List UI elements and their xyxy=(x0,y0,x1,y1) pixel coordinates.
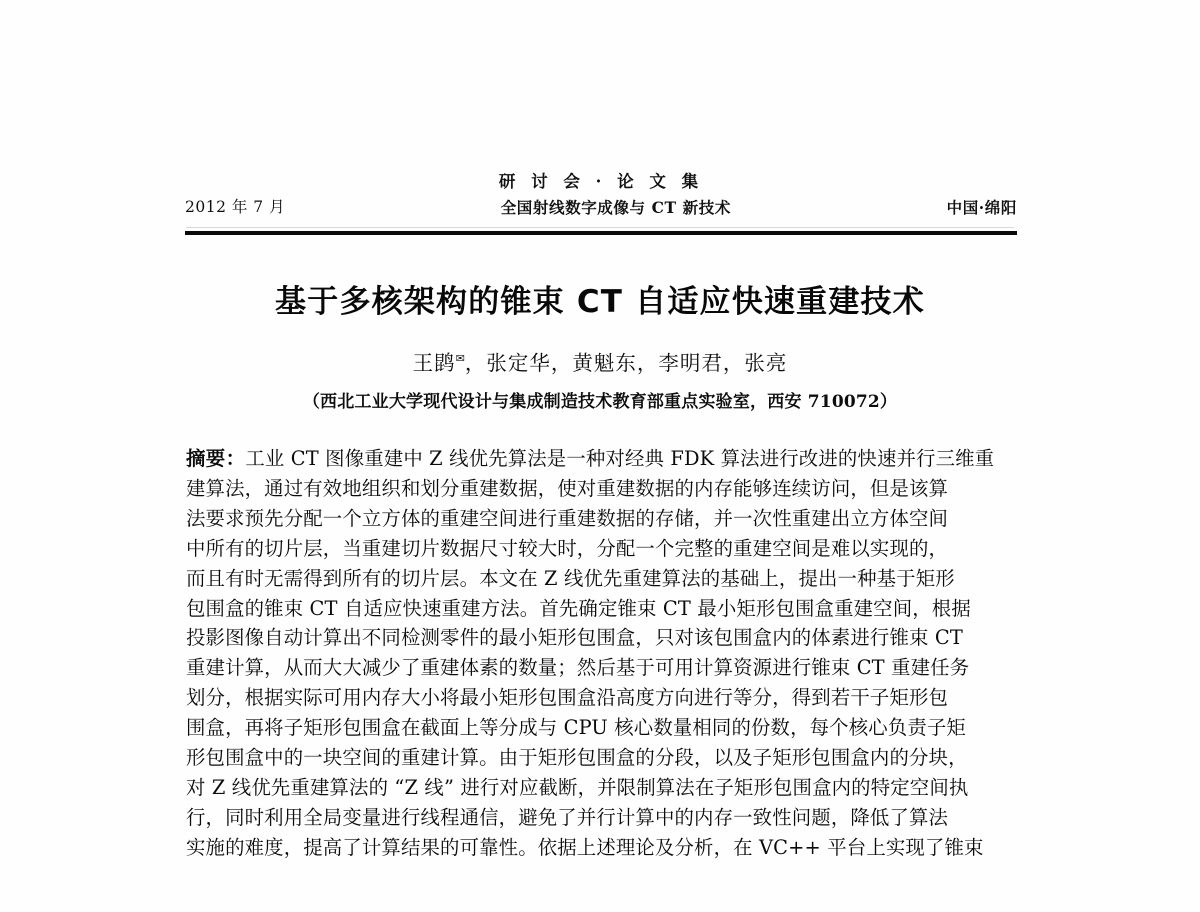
conference-series-line: 研 讨 会 · 论 文 集 xyxy=(498,172,704,191)
author-first: 王鹍 xyxy=(412,351,456,375)
abstract-line: 实施的难度，提高了计算结果的可靠性。依据上述理论及分析，在 VC++ 平台上实现了锥束 xyxy=(186,835,984,859)
header-divider-rule xyxy=(185,231,1017,235)
running-header xyxy=(185,172,1017,217)
abstract-line: 划分，根据实际可用内存大小将最小矩形包围盒沿高度方向进行等分，得到若干子矩形包 xyxy=(186,686,949,710)
abstract-line: 行，同时利用全局变量进行线程通信，避免了并行计算中的内存一致性问题，降低了算法 xyxy=(186,805,949,829)
header-date: 2012 年 7 月 xyxy=(185,197,286,216)
abstract-line: 包围盒的锥束 CT 自适应快速重建方法。首先确定锥束 CT 最小矩形包围盒重建空间，根据 xyxy=(186,596,971,620)
abstract-line: 对 Z 线优先重建算法的 “Z 线” 进行对应截断，并限制算法在子矩形包围盒内的特定空间执 xyxy=(186,775,969,799)
author-list xyxy=(100,350,1100,378)
affiliation: （西北工业大学现代设计与集成制造技术教育部重点实验室，西安 710072） xyxy=(302,392,898,412)
abstract-line xyxy=(186,444,1018,474)
abstract-line: 重建计算，从而大大减少了重建体素的数量；然后基于可用计算资源进行锥束 CT 重建任务 xyxy=(186,656,970,680)
envelope-icon: ✉ xyxy=(455,352,465,366)
abstract-line-text: 工业 CT 图像重建中 Z 线优先算法是一种对经典 FDK 算法进行改进的快速并行三维重 xyxy=(245,447,995,470)
abstract-line: 建算法，通过有效地组织和划分重建数据，使对重建数据的内存能够连续访问，但是该算 xyxy=(186,476,949,500)
page-title: 基于多核架构的锥束 CT 自适应快速重建技术 xyxy=(275,284,925,320)
abstract-line: 形包围盒中的一块空间的重建计算。由于矩形包围盒的分段，以及子矩形包围盒内的分块， xyxy=(186,746,968,770)
header-topic: 全国射线数字成像与 CT 新技术 xyxy=(500,197,731,217)
header-rule-shadow xyxy=(186,227,1014,228)
abstract-line: 中所有的切片层，当重建切片数据尺寸较大时，分配一个完整的重建空间是难以实现的， xyxy=(186,536,949,560)
abstract-line: 而且有时无需得到所有的切片层。本文在 Z 线优先重建算法的基础上，提出一种基于矩形 xyxy=(186,566,955,590)
abstract-label: 摘要： xyxy=(186,447,246,470)
abstract-line: 投影图像自动计算出不同检测零件的最小矩形包围盒，只对该包围盒内的体素进行锥束 CT xyxy=(186,626,963,650)
abstract-body xyxy=(186,474,1018,863)
header-place: 中国·绵阳 xyxy=(946,197,1017,217)
abstract-block xyxy=(186,444,1018,863)
abstract-line: 法要求预先分配一个立方体的重建空间进行重建数据的存储，并一次性重建出立方体空间 xyxy=(186,506,949,530)
abstract-line: 围盒，再将子矩形包围盒在截面上等分成与 CPU 核心数量相同的份数，每个核心负责子矩 xyxy=(186,716,966,740)
header-row xyxy=(185,198,1017,217)
author-rest: ，张定华，黄魁东，李明君，张亮 xyxy=(464,351,788,375)
